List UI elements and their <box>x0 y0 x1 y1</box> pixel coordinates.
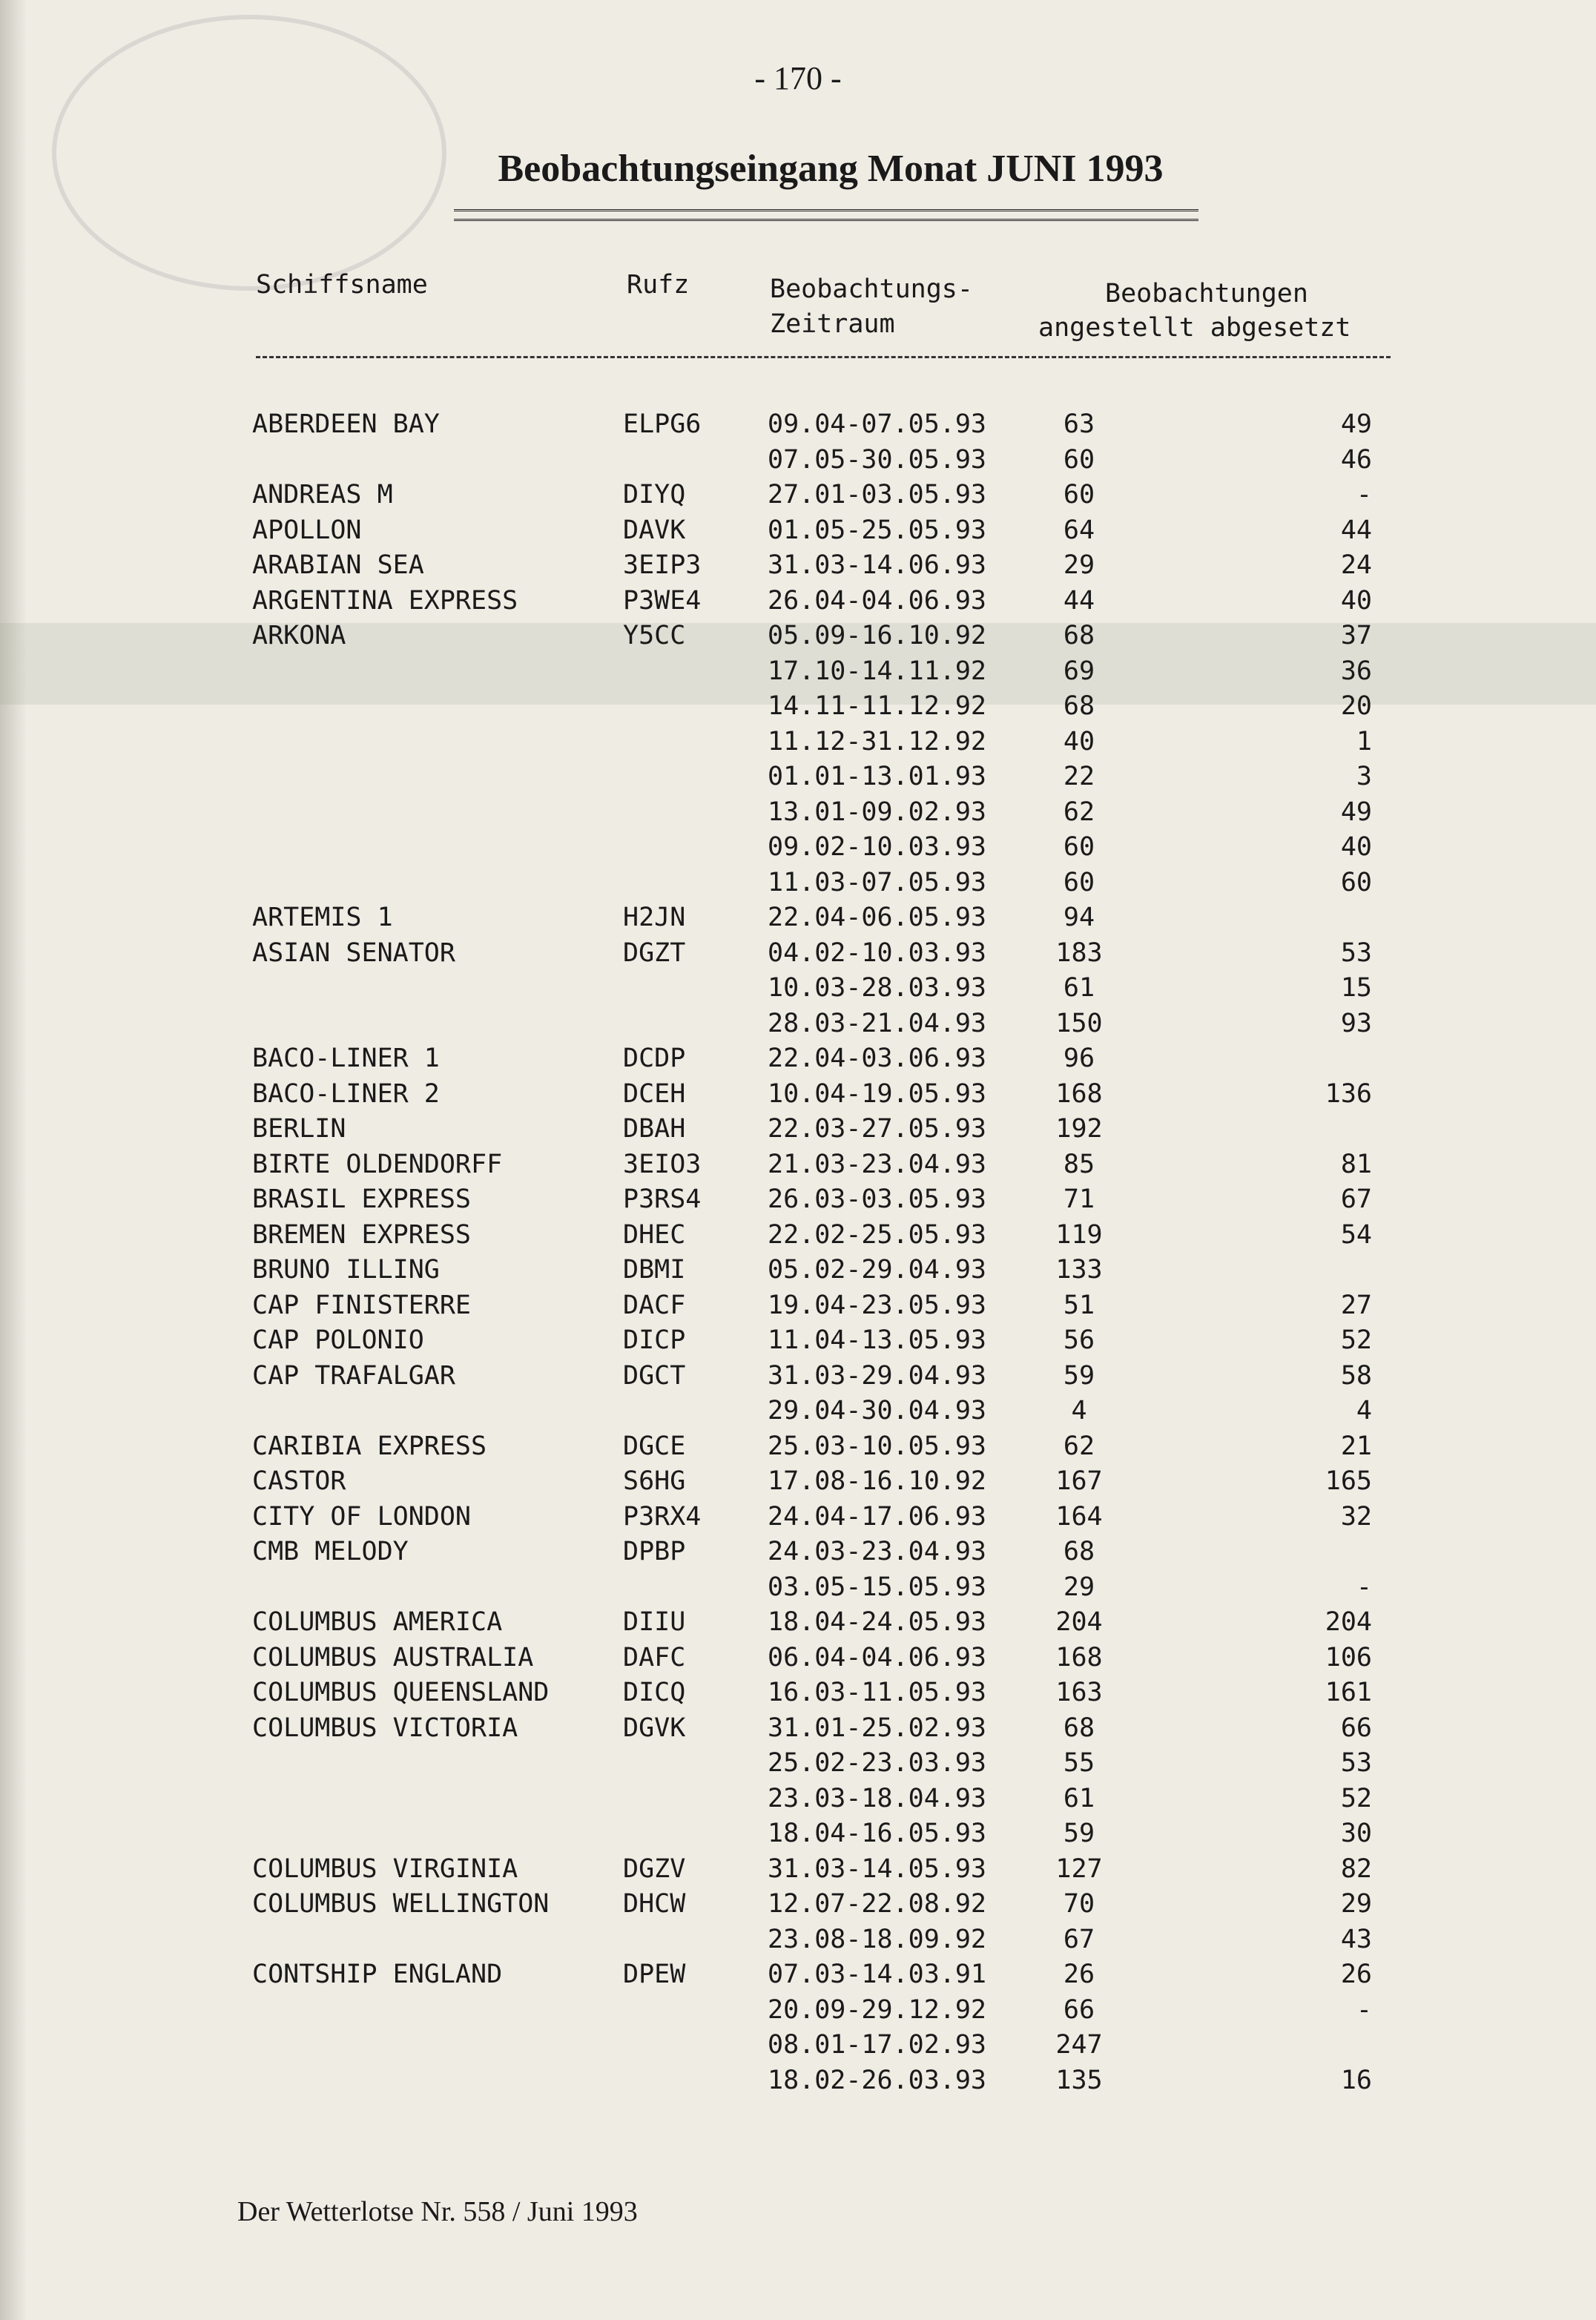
obs-taken: 40 <box>1063 726 1095 757</box>
obs-sent: 106 <box>1325 1642 1372 1673</box>
table-row <box>0 1468 1596 1503</box>
obs-sent: 29 <box>1340 1889 1372 1919</box>
obs-sent: 46 <box>1340 444 1372 475</box>
obs-taken: 164 <box>1055 1501 1103 1532</box>
obs-taken: 150 <box>1055 1008 1103 1038</box>
table-row <box>0 1503 1596 1539</box>
obs-taken: 133 <box>1055 1255 1103 1285</box>
period: 31.03-14.06.93 <box>768 550 987 580</box>
obs-sent: 20 <box>1340 691 1372 721</box>
call-sign: DGCE <box>623 1431 686 1461</box>
obs-sent: 67 <box>1340 1184 1372 1214</box>
table-row <box>0 1785 1596 1821</box>
header-obs-2: angestellt abgesetzt <box>1038 313 1351 343</box>
period: 28.03-21.04.93 <box>768 1008 987 1038</box>
obs-sent: 165 <box>1325 1466 1372 1496</box>
table-row <box>0 1538 1596 1574</box>
obs-taken: 247 <box>1055 2030 1103 2060</box>
obs-taken: 163 <box>1055 1678 1103 1707</box>
ship-name: ARGENTINA EXPRESS <box>252 585 518 616</box>
table-row <box>0 1961 1596 1997</box>
obs-sent: 24 <box>1340 550 1372 580</box>
obs-sent: - <box>1356 1994 1372 2025</box>
ship-name: ABERDEEN BAY <box>252 409 440 439</box>
table-row <box>0 552 1596 587</box>
table-row <box>0 1433 1596 1469</box>
period: 21.03-23.04.93 <box>768 1149 987 1179</box>
table-row <box>0 937 1596 975</box>
obs-sent: 21 <box>1340 1431 1372 1461</box>
period: 16.03-11.05.93 <box>768 1678 987 1707</box>
table-row <box>0 869 1596 905</box>
obs-sent: 58 <box>1340 1360 1372 1391</box>
call-sign: DICQ <box>623 1678 686 1707</box>
obs-taken: 59 <box>1063 1360 1095 1391</box>
obs-taken: 183 <box>1055 937 1103 968</box>
obs-sent: 81 <box>1340 1149 1372 1179</box>
obs-taken: 68 <box>1063 621 1095 650</box>
call-sign: DIIU <box>623 1607 686 1637</box>
obs-taken: 68 <box>1063 691 1095 721</box>
obs-taken: 60 <box>1063 444 1095 475</box>
ship-name: CAP FINISTERRE <box>252 1290 472 1320</box>
obs-taken: 85 <box>1063 1149 1095 1179</box>
table-row <box>0 1715 1596 1750</box>
ship-name: ARABIAN SEA <box>252 550 424 580</box>
period: 25.02-23.03.93 <box>768 1748 987 1778</box>
call-sign: DHCW <box>623 1889 686 1919</box>
table-row <box>0 481 1596 517</box>
period: 10.03-28.03.93 <box>768 973 987 1003</box>
table-row <box>0 728 1596 764</box>
table-row <box>0 1219 1596 1257</box>
table-row <box>0 411 1596 446</box>
obs-taken: 4 <box>1071 1396 1087 1426</box>
obs-taken: 68 <box>1063 1537 1095 1566</box>
obs-taken: 63 <box>1063 409 1095 439</box>
obs-sent: 52 <box>1340 1325 1372 1355</box>
obs-taken: 135 <box>1055 2065 1103 2095</box>
call-sign: DCDP <box>623 1044 686 1073</box>
table-row <box>0 1078 1596 1116</box>
table-row <box>0 975 1596 1010</box>
period: 13.01-09.02.93 <box>768 797 987 827</box>
obs-sent: 36 <box>1340 656 1372 686</box>
table-row <box>0 1853 1596 1891</box>
obs-sent: 15 <box>1340 973 1372 1003</box>
obs-taken: 64 <box>1063 515 1095 545</box>
table-row <box>0 1256 1596 1292</box>
call-sign: DGZV <box>623 1853 686 1884</box>
obs-sent: 40 <box>1340 832 1372 862</box>
period: 11.04-13.05.93 <box>768 1325 987 1355</box>
obs-taken: 68 <box>1063 1713 1095 1743</box>
period: 01.01-13.01.93 <box>768 762 987 791</box>
obs-sent: - <box>1356 1572 1372 1602</box>
call-sign: 3EIO3 <box>623 1149 702 1179</box>
obs-sent: 53 <box>1340 1748 1372 1778</box>
period: 24.04-17.06.93 <box>768 1501 987 1532</box>
page-number: - 170 - <box>754 60 842 96</box>
obs-sent: 52 <box>1340 1783 1372 1813</box>
ship-name: ASIAN SENATOR <box>252 937 455 968</box>
period: 31.03-29.04.93 <box>768 1360 987 1391</box>
table-row <box>0 799 1596 834</box>
ship-name: CAP POLONIO <box>252 1325 424 1355</box>
table-row <box>0 1644 1596 1680</box>
period: 20.09-29.12.92 <box>768 1994 987 2025</box>
obs-sent: 54 <box>1340 1219 1372 1250</box>
obs-sent: 53 <box>1340 937 1372 968</box>
table-row <box>0 1609 1596 1644</box>
call-sign: ELPG6 <box>623 409 702 439</box>
period: 17.08-16.10.92 <box>768 1466 987 1496</box>
period: 03.05-15.05.93 <box>768 1572 987 1602</box>
obs-taken: 204 <box>1055 1607 1103 1637</box>
period: 11.03-07.05.93 <box>768 867 987 897</box>
period: 27.01-03.05.93 <box>768 480 987 510</box>
header-name: Schiffsname <box>256 270 428 300</box>
table-row <box>0 2031 1596 2067</box>
header-period-2: Zeitraum <box>770 309 895 339</box>
period: 31.03-14.05.93 <box>768 1853 987 1884</box>
table-row <box>0 2067 1596 2103</box>
obs-sent: 93 <box>1340 1008 1372 1038</box>
footer: Der Wetterlotse Nr. 558 / Juni 1993 <box>237 2196 638 2227</box>
call-sign: P3RS4 <box>623 1184 702 1214</box>
period: 08.01-17.02.93 <box>768 2030 987 2060</box>
table-row <box>0 1820 1596 1856</box>
obs-sent: 32 <box>1340 1501 1372 1532</box>
ship-name: COLUMBUS VICTORIA <box>252 1713 518 1743</box>
header-obs-1: Beobachtungen <box>1105 279 1308 309</box>
table-row <box>0 1926 1596 1962</box>
table-row <box>0 1327 1596 1362</box>
period: 05.09-16.10.92 <box>768 621 987 650</box>
table-row <box>0 1362 1596 1398</box>
call-sign: DAFC <box>623 1642 686 1673</box>
obs-taken: 61 <box>1063 1783 1095 1813</box>
table-row <box>0 517 1596 553</box>
period: 31.01-25.02.93 <box>768 1713 987 1743</box>
ship-name: BERLIN <box>252 1114 346 1144</box>
call-sign: DHEC <box>623 1219 686 1250</box>
table-row <box>0 1186 1596 1222</box>
ship-name: BRASIL EXPRESS <box>252 1184 472 1214</box>
obs-taken: 22 <box>1063 762 1095 791</box>
call-sign: DBMI <box>623 1255 686 1285</box>
period: 07.03-14.03.91 <box>768 1960 987 1989</box>
table-row <box>0 763 1596 799</box>
table-row <box>0 834 1596 869</box>
obs-sent: 82 <box>1340 1853 1372 1884</box>
call-sign: DAVK <box>623 515 686 545</box>
call-sign: DICP <box>623 1325 686 1355</box>
obs-taken: 56 <box>1063 1325 1095 1355</box>
obs-taken: 26 <box>1063 1960 1095 1989</box>
period: 22.04-03.06.93 <box>768 1044 987 1073</box>
period: 04.02-10.03.93 <box>768 937 987 968</box>
obs-taken: 66 <box>1063 1994 1095 2025</box>
call-sign: DCEH <box>623 1078 686 1109</box>
obs-taken: 44 <box>1063 585 1095 616</box>
obs-taken: 51 <box>1063 1290 1095 1320</box>
obs-taken: 168 <box>1055 1642 1103 1673</box>
period: 10.04-19.05.93 <box>768 1078 987 1109</box>
table-row <box>0 622 1596 658</box>
period: 22.03-27.05.93 <box>768 1114 987 1144</box>
obs-taken: 29 <box>1063 1572 1095 1602</box>
ship-name: ANDREAS M <box>252 480 393 510</box>
period: 19.04-23.05.93 <box>768 1290 987 1320</box>
ship-name: BREMEN EXPRESS <box>252 1219 472 1250</box>
period: 01.05-25.05.93 <box>768 515 987 545</box>
period: 12.07-22.08.92 <box>768 1889 987 1919</box>
call-sign: DGCT <box>623 1360 686 1391</box>
table-row <box>0 904 1596 940</box>
ship-name: APOLLON <box>252 515 362 545</box>
period: 07.05-30.05.93 <box>768 444 987 475</box>
call-sign: Y5CC <box>623 621 686 650</box>
period: 22.04-06.05.93 <box>768 903 987 932</box>
table-row <box>0 1151 1596 1187</box>
obs-sent: 43 <box>1340 1924 1372 1954</box>
call-sign: DGZT <box>623 937 686 968</box>
title-underline <box>454 209 1198 221</box>
obs-sent: 204 <box>1325 1607 1372 1637</box>
table-row <box>0 693 1596 728</box>
obs-sent: 136 <box>1325 1078 1372 1109</box>
ship-name: ARTEMIS 1 <box>252 903 393 932</box>
obs-taken: 62 <box>1063 1431 1095 1461</box>
call-sign: DPEW <box>623 1960 686 1989</box>
obs-sent: 4 <box>1356 1396 1372 1426</box>
period: 06.04-04.06.93 <box>768 1642 987 1673</box>
obs-sent: 1 <box>1356 726 1372 757</box>
obs-taken: 167 <box>1055 1466 1103 1496</box>
obs-sent: 30 <box>1340 1819 1372 1848</box>
ship-name: CARIBIA EXPRESS <box>252 1431 487 1461</box>
obs-sent: 27 <box>1340 1290 1372 1320</box>
period: 23.08-18.09.92 <box>768 1924 987 1954</box>
period: 17.10-14.11.92 <box>768 656 987 686</box>
period: 14.11-11.12.92 <box>768 691 987 721</box>
table-row <box>0 1891 1596 1926</box>
table-row <box>0 587 1596 623</box>
obs-sent: 49 <box>1340 797 1372 827</box>
table-row <box>0 1994 1596 2032</box>
table-row <box>0 1679 1596 1715</box>
obs-taken: 60 <box>1063 480 1095 510</box>
obs-taken: 70 <box>1063 1889 1095 1919</box>
ship-name: CONTSHIP ENGLAND <box>252 1960 503 1989</box>
call-sign: DGVK <box>623 1713 686 1743</box>
obs-sent: 49 <box>1340 409 1372 439</box>
ship-name: BACO-LINER 2 <box>252 1078 440 1109</box>
obs-taken: 127 <box>1055 1853 1103 1884</box>
table-row <box>0 1045 1596 1081</box>
ship-name: ARKONA <box>252 621 346 650</box>
table-row <box>0 1115 1596 1151</box>
period: 09.04-07.05.93 <box>768 409 987 439</box>
table-row <box>0 1397 1596 1433</box>
table-row <box>0 658 1596 693</box>
period: 29.04-30.04.93 <box>768 1396 987 1426</box>
obs-taken: 29 <box>1063 550 1095 580</box>
obs-sent: 161 <box>1325 1678 1372 1707</box>
obs-taken: 60 <box>1063 867 1095 897</box>
period: 18.04-16.05.93 <box>768 1819 987 1848</box>
obs-sent: 16 <box>1340 2065 1372 2095</box>
call-sign: DACF <box>623 1290 686 1320</box>
obs-taken: 94 <box>1063 903 1095 932</box>
table-row <box>0 1292 1596 1328</box>
call-sign: DIYQ <box>623 480 686 510</box>
obs-taken: 168 <box>1055 1078 1103 1109</box>
obs-taken: 96 <box>1063 1044 1095 1073</box>
header-divider <box>256 356 1391 358</box>
obs-sent: 37 <box>1340 621 1372 650</box>
period: 18.04-24.05.93 <box>768 1607 987 1637</box>
period: 25.03-10.05.93 <box>768 1431 987 1461</box>
header-period-1: Beobachtungs- <box>770 274 973 304</box>
call-sign: 3EIP3 <box>623 550 702 580</box>
call-sign: DPBP <box>623 1537 686 1566</box>
table-row <box>0 1750 1596 1785</box>
ship-name: COLUMBUS VIRGINIA <box>252 1853 518 1884</box>
page-title: Beobachtungseingang Monat JUNI 1993 <box>498 148 1164 190</box>
obs-sent: 26 <box>1340 1960 1372 1989</box>
period: 09.02-10.03.93 <box>768 832 987 862</box>
obs-taken: 55 <box>1063 1748 1095 1778</box>
period: 18.02-26.03.93 <box>768 2065 987 2095</box>
ship-name: COLUMBUS AMERICA <box>252 1607 503 1637</box>
ship-name: CASTOR <box>252 1466 346 1496</box>
call-sign: P3RX4 <box>623 1501 702 1532</box>
table-row <box>0 1010 1596 1046</box>
call-sign: P3WE4 <box>623 585 702 616</box>
table-row <box>0 446 1596 482</box>
ship-name: BRUNO ILLING <box>252 1255 440 1285</box>
call-sign: DBAH <box>623 1114 686 1144</box>
period: 11.12-31.12.92 <box>768 726 987 757</box>
period: 26.04-04.06.93 <box>768 585 987 616</box>
period: 24.03-23.04.93 <box>768 1537 987 1566</box>
period: 26.03-03.05.93 <box>768 1184 987 1214</box>
obs-sent: 3 <box>1356 762 1372 791</box>
ship-name: COLUMBUS AUSTRALIA <box>252 1642 534 1673</box>
obs-sent: 40 <box>1340 585 1372 616</box>
obs-taken: 119 <box>1055 1219 1103 1250</box>
obs-taken: 60 <box>1063 832 1095 862</box>
obs-taken: 61 <box>1063 973 1095 1003</box>
call-sign: H2JN <box>623 903 686 932</box>
obs-taken: 192 <box>1055 1114 1103 1144</box>
obs-sent: 44 <box>1340 515 1372 545</box>
period: 22.02-25.05.93 <box>768 1219 987 1250</box>
obs-sent: 66 <box>1340 1713 1372 1743</box>
ship-name: COLUMBUS QUEENSLAND <box>252 1678 550 1707</box>
period: 23.03-18.04.93 <box>768 1783 987 1813</box>
obs-taken: 67 <box>1063 1924 1095 1954</box>
table-row <box>0 1574 1596 1609</box>
header-call: Rufz <box>627 270 690 300</box>
obs-taken: 59 <box>1063 1819 1095 1848</box>
period: 05.02-29.04.93 <box>768 1255 987 1285</box>
obs-sent: 60 <box>1340 867 1372 897</box>
ship-name: CMB MELODY <box>252 1537 409 1566</box>
obs-taken: 69 <box>1063 656 1095 686</box>
ship-name: CITY OF LONDON <box>252 1501 472 1532</box>
obs-taken: 62 <box>1063 797 1095 827</box>
obs-sent: - <box>1356 480 1372 510</box>
ship-name: BACO-LINER 1 <box>252 1044 440 1073</box>
call-sign: S6HG <box>623 1466 686 1496</box>
obs-taken: 71 <box>1063 1184 1095 1214</box>
ship-name: COLUMBUS WELLINGTON <box>252 1889 550 1919</box>
ship-name: CAP TRAFALGAR <box>252 1360 455 1391</box>
ship-name: BIRTE OLDENDORFF <box>252 1149 503 1179</box>
